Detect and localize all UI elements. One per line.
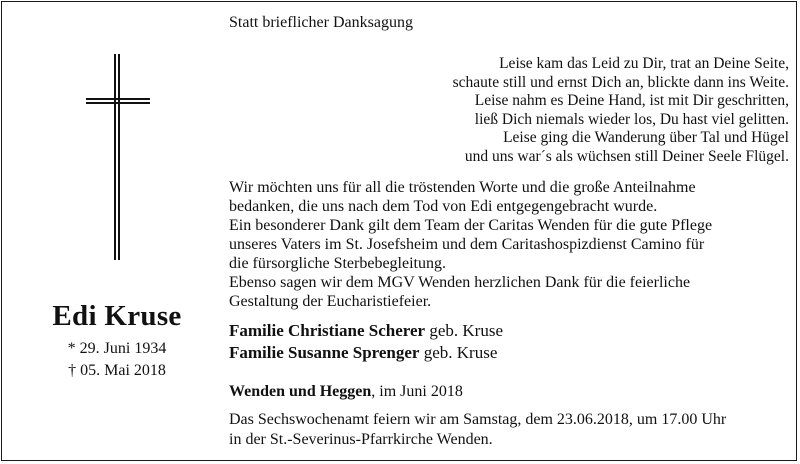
life-dates [2,338,232,382]
body-line: die fürsorgliche Sterbebegleitung. [229,255,446,272]
obituary-card [1,1,797,461]
death-date: † 05. Mai 2018 [68,362,166,379]
page-title: Statt brieflicher Danksagung [229,14,413,31]
family-name: Familie Susanne Sprenger [229,343,420,362]
family-signatures [229,320,503,364]
poem-line: Leise kam das Leid zu Dir, trat an Deine Seite, [499,55,789,72]
cross-icon [86,54,150,260]
note-line: in der St.-Severinus-Pfarrkirche Wenden. [229,431,493,448]
body-line: Gestaltung der Eucharistiefeier. [229,293,432,310]
family-line [229,320,503,342]
body-line: Ebenso sagen wir dem MGV Wenden herzlichen Dank für die feierliche [229,274,691,291]
poem-line: schaute still und ernst Dich an, blickte dann ins Weite. [452,73,789,91]
family-line [229,342,503,364]
poem-line: Leise nahm es Deine Hand, ist mit Dir geschritten, [474,92,789,110]
thank-you-text [229,178,789,311]
place-towns: Wenden und Heggen [229,383,372,400]
body-line: bedanken, die uns nach dem Tod von Edi entgegengebracht wurde. [229,198,658,215]
poem-line: ließ Dich niemals wieder los, Du hast viel gelitten. [474,110,789,128]
poem-line: und uns war´s als wüchsen still Deiner Seele Flügel. [464,147,789,165]
poem-line: Leise ging die Wanderung über Tal und Hügel [503,129,789,147]
family-maiden-name: geb. Kruse [419,343,498,362]
note-line: Das Sechswochenamt feiern wir am Samstag, dem 23.06.2018, um 17.00 Uhr [229,411,727,428]
body-line: Ein besonderer Dank gilt dem Team der Caritas Wenden für die gute Pflege [229,217,713,234]
birth-date: * 29. Juni 1934 [67,340,167,357]
family-maiden-name: geb. Kruse [425,321,503,340]
service-note [229,410,726,450]
family-name: Familie Christiane Scherer [229,321,426,340]
poem [269,55,789,167]
body-line: unseres Vaters im St. Josefsheim und dem Caritashospizdienst Camino für [229,236,705,253]
deceased-name: Edi Kruse [52,300,182,332]
place-month: , im Juni 2018 [371,383,463,400]
place-date [229,383,463,401]
body-line: Wir möchten uns für all die tröstenden Worte und die große Anteilnahme [229,179,696,196]
